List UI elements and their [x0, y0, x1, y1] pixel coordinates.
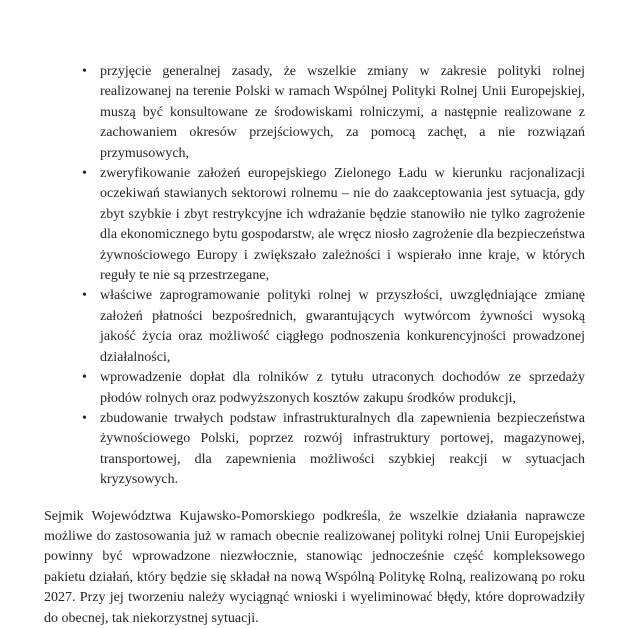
bullet-item: • przyjęcie generalnej zasady, że wszelkie zmiany w zakresie polityki rolnej realizowanej na terenie Polski w ramach Wspólnej Polityki Rolnej Unii Europejskiej, muszą być konsultowane ze środowiskami rolniczymi, a następnie realizowane z zachowaniem okresów przejściowych, za pomocą zachęt, a nie rozwiązań przymusowych, [100, 62, 585, 164]
bullet-item: • zweryfikowanie założeń europejskiego Zielonego Ładu w kierunku racjonalizacji oczekiwań stawianych sektorowi rolnemu – nie do zaakceptowania jest sytuacja, gdy zbyt szybkie i zbyt restrykcyjne ich wdrażanie będzie stanowiło nie tylko zagrożenie dla ekonomicznego bytu gospodarstw, ale wręcz niosło zagrożenie dla bezpieczeństwa żywnościowego Europy i zwiększało zależności i wspierało inne kraje, w których reguły te nie są przestrzegane, [100, 164, 585, 286]
bullet-item: • właściwe zaprogramowanie polityki rolnej w przyszłości, uwzględniające zmianę założeń płatności bezpośrednich, gwarantujących wytwórcom żywności wysoką jakość życia oraz możliwość ciągłego podnoszenia konkurencyjności prowadzonej działalności, [100, 286, 585, 368]
bullet-list [44, 62, 585, 491]
bullet-item: • wprowadzenie dopłat dla rolników z tytułu utraconych dochodów ze sprzedaży płodów rolnych oraz podwyższonych kosztów zakupu środków produkcji, [100, 368, 585, 409]
closing-paragraph: Sejmik Województwa Kujawsko-Pomorskiego podkreśla, że wszelkie działania naprawcze możliwe do zastosowania już w ramach obecnie realizowanej polityki rolnej Unii Europejskiej powinny być wprowadzone niezwłocznie, stanowiąc jednocześnie część kompleksowego pakietu działań, który będzie się składał na nową Wspólną Politykę Rolną, realizowaną po roku 2027. Przy jej tworzeniu należy wyciągnąć wnioski i wyeliminować błędy, które doprowadziły do obecnej, tak niekorzystnej sytuacji. [44, 508, 585, 626]
bullet-item: • zbudowanie trwałych podstaw infrastrukturalnych dla zapewnienia bezpieczeństwa żywnościowego Polski, poprzez rozwój infrastruktury portowej, magazynowej, transportowej, dla zapewnienia możliwości szybkiej reakcji w sytuacjach kryzysowych. [100, 409, 585, 491]
